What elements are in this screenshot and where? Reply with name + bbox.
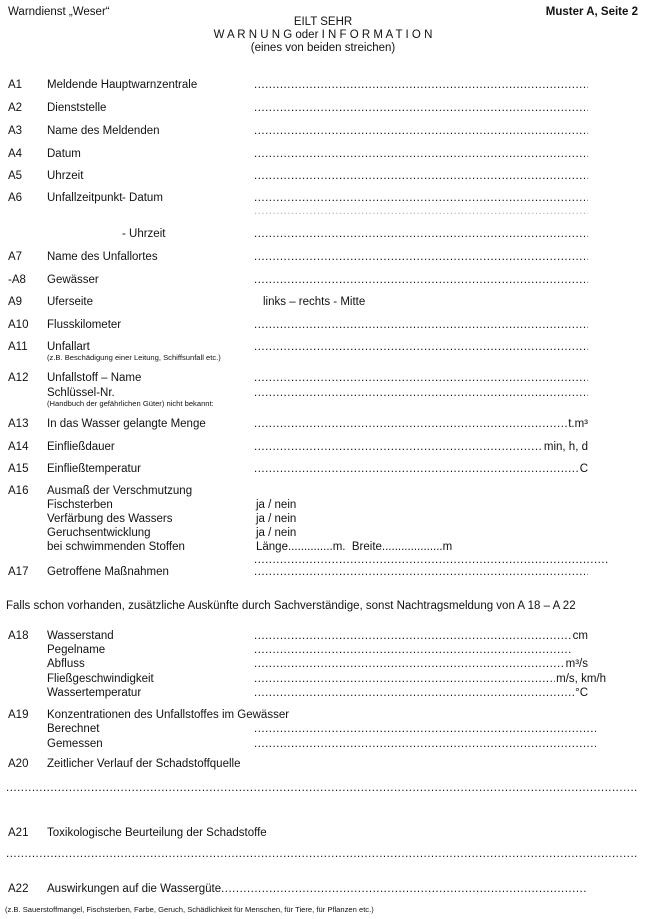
fill-in-line bbox=[254, 340, 588, 354]
row-code: A13 bbox=[8, 418, 29, 430]
row-code: A5 bbox=[8, 170, 23, 182]
form-row-a2 bbox=[0, 101, 646, 115]
row-code: A12 bbox=[8, 372, 29, 384]
row-label: Schlüssel-Nr. bbox=[47, 387, 115, 399]
form-row-a5 bbox=[0, 169, 646, 183]
row-code: A15 bbox=[8, 463, 29, 475]
form-row-a20-write-line bbox=[0, 781, 646, 795]
fill-in-line bbox=[6, 847, 638, 861]
fill-in-line bbox=[254, 686, 574, 700]
form-row-a1 bbox=[0, 78, 646, 92]
row-sublabel: - Datum bbox=[122, 192, 163, 204]
title-urgency: EILT SEHR bbox=[293, 16, 353, 28]
row-code: A22 bbox=[8, 883, 29, 895]
row-label: Dienststelle bbox=[47, 102, 107, 114]
row-label: Fischsterben bbox=[47, 499, 113, 511]
row-code: A9 bbox=[8, 296, 23, 308]
row-code: A16 bbox=[8, 485, 29, 497]
fill-in-line bbox=[254, 565, 588, 579]
form-row-a9 bbox=[0, 295, 646, 309]
row-label: Unfallstoff – Name bbox=[47, 372, 142, 384]
unit-label: m³/s bbox=[565, 658, 588, 670]
fill-in-line bbox=[254, 250, 588, 264]
form-row-a16 bbox=[0, 484, 646, 498]
fill-in-line bbox=[254, 417, 567, 431]
fill-in-line bbox=[254, 101, 588, 115]
field-value: Länge..............m. Breite...................m bbox=[256, 541, 453, 553]
row-label: Datum bbox=[47, 148, 81, 160]
field-value: links – rechts - Mitte bbox=[263, 296, 366, 308]
section-note: Falls schon vorhanden, zusätzliche Auskünfte durch Sachverständige, sonst Nachtragsmeldung von A 18 – A 22 bbox=[6, 600, 576, 612]
form-row-a10 bbox=[0, 318, 646, 332]
unit-label: m/s, km/h bbox=[556, 673, 606, 685]
row-code: A11 bbox=[8, 341, 28, 353]
form-row-a16-schwimmende-stoffe bbox=[0, 540, 646, 554]
row-code: A10 bbox=[8, 319, 29, 331]
row-hint: (z.B. Beschädigung einer Leitung, Schiffsunfall etc.) bbox=[47, 353, 221, 362]
row-label: Gemessen bbox=[47, 738, 103, 750]
unit-label: C bbox=[579, 463, 588, 475]
row-code: A3 bbox=[8, 125, 23, 137]
fill-in-line bbox=[254, 318, 588, 332]
form-row-a19-gemessen bbox=[0, 737, 646, 751]
page-footnote: (z.B. Sauerstoffmangel, Fischsterben, Farbe, Geruch, Schädlichkeit für Menschen, für Tiere, für Pflanzen etc.) bbox=[5, 905, 374, 914]
form-row-a16-geruch bbox=[0, 526, 646, 540]
fill-in-line bbox=[254, 273, 588, 287]
form-row-a7 bbox=[0, 250, 646, 264]
row-code: A7 bbox=[8, 251, 23, 263]
field-value: ja / nein bbox=[256, 527, 297, 539]
fill-in-line bbox=[254, 124, 588, 138]
fill-in-line bbox=[254, 737, 596, 751]
fill-in-line bbox=[254, 147, 588, 161]
row-sublabel: - Uhrzeit bbox=[122, 228, 166, 240]
unit-label: °C bbox=[575, 687, 588, 699]
form-row-a12-name bbox=[0, 371, 646, 385]
row-label: Unfallart bbox=[47, 341, 90, 353]
form-row-a21-write-line bbox=[0, 847, 646, 861]
fill-in-line bbox=[221, 882, 588, 896]
fill-in-line bbox=[254, 191, 588, 205]
fill-in-line bbox=[254, 78, 588, 92]
form-row-a18-fliessgeschwindigkeit bbox=[0, 672, 646, 686]
form-row-a12-schluessel bbox=[0, 386, 646, 400]
document-source: Warndienst „Weser“ bbox=[8, 6, 110, 18]
form-row-a18-wasserstand bbox=[0, 629, 646, 643]
row-code: A20 bbox=[8, 758, 29, 770]
row-label: Name des Meldenden bbox=[47, 125, 160, 137]
row-label: bei schwimmenden Stoffen bbox=[47, 541, 185, 553]
form-row-a6-uhrzeit bbox=[0, 227, 646, 241]
row-label: In das Wasser gelangte Menge bbox=[47, 418, 206, 430]
row-label: Name des Unfallortes bbox=[47, 251, 158, 263]
form-row-a15 bbox=[0, 462, 646, 476]
row-code: A4 bbox=[8, 148, 23, 160]
row-label: Wasserstand bbox=[47, 630, 114, 642]
row-label: Einfließdauer bbox=[47, 441, 115, 453]
row-label: Geruchsentwicklung bbox=[47, 527, 151, 539]
row-code: A2 bbox=[8, 102, 23, 114]
row-label: Uferseite bbox=[47, 296, 94, 308]
fill-in-line bbox=[254, 629, 572, 643]
row-label: Meldende Hauptwarnzentrale bbox=[47, 79, 198, 91]
document-reference: Muster A, Seite 2 bbox=[545, 6, 638, 18]
fill-in-line bbox=[254, 440, 543, 454]
row-label: Uhrzeit bbox=[47, 170, 84, 182]
row-label: Toxikologische Beurteilung der Schadstoffe bbox=[47, 827, 267, 839]
fill-in-line bbox=[254, 462, 579, 476]
fill-in-line bbox=[6, 781, 638, 795]
field-value: ja / nein bbox=[256, 513, 297, 525]
form-row-a8 bbox=[0, 273, 646, 287]
row-code: A17 bbox=[8, 566, 29, 578]
form-row-a16-verfaerbung bbox=[0, 512, 646, 526]
form-row-a19-berechnet bbox=[0, 722, 646, 736]
fill-in-line bbox=[254, 722, 596, 736]
form-row-a4 bbox=[0, 147, 646, 161]
row-label: Fließgeschwindigkeit bbox=[47, 673, 154, 685]
row-label: Zeitlicher Verlauf der Schadstoffquelle bbox=[47, 758, 241, 770]
form-row-a13 bbox=[0, 417, 646, 431]
fill-in-line bbox=[254, 672, 555, 686]
field-value: ja / nein bbox=[256, 499, 297, 511]
form-row-a19 bbox=[0, 708, 646, 722]
row-code: A1 bbox=[8, 79, 23, 91]
row-code: A21 bbox=[8, 827, 29, 839]
row-label: Pegelname bbox=[47, 644, 106, 656]
form-row-a17 bbox=[0, 565, 646, 579]
row-label: Flusskilometer bbox=[47, 319, 122, 331]
form-row-a3 bbox=[0, 124, 646, 138]
form-row-a18-wassertemperatur bbox=[0, 686, 646, 700]
row-code: -A8 bbox=[8, 274, 26, 286]
form-row-a6-datum bbox=[0, 191, 646, 205]
unit-label: min, h, d bbox=[543, 441, 588, 453]
row-label: Auswirkungen auf die Wassergüte bbox=[47, 883, 222, 895]
row-label: Verfärbung des Wassers bbox=[47, 513, 173, 525]
fill-in-line bbox=[254, 657, 565, 671]
fill-in-line bbox=[254, 169, 588, 183]
form-row-a20 bbox=[0, 757, 646, 771]
form-row-a21 bbox=[0, 826, 646, 840]
fill-in-line bbox=[254, 227, 588, 241]
form-row-a18-pegelname bbox=[0, 643, 646, 657]
row-label: Abfluss bbox=[47, 658, 85, 670]
fill-in-line bbox=[254, 643, 571, 657]
row-code: A19 bbox=[8, 709, 29, 721]
row-code: A6 bbox=[8, 192, 23, 204]
row-label: Ausmaß der Verschmutzung bbox=[47, 485, 193, 497]
fill-in-line bbox=[254, 386, 588, 400]
form-row-a6-extra-line bbox=[0, 204, 646, 218]
row-label: Wassertemperatur bbox=[47, 687, 142, 699]
row-label: Unfallzeitpunkt bbox=[47, 192, 123, 204]
fill-in-line bbox=[254, 371, 588, 385]
fill-in-line bbox=[254, 204, 588, 218]
row-hint: (Handbuch der gefährlichen Güter) nicht bekannt: bbox=[47, 399, 214, 408]
row-label: Gewässer bbox=[47, 274, 99, 286]
form-row-a11 bbox=[0, 340, 646, 354]
row-label: Getroffene Maßnahmen bbox=[47, 566, 169, 578]
row-label: Berechnet bbox=[47, 723, 100, 735]
row-code: A18 bbox=[8, 630, 29, 642]
title-instruction: (eines von beiden streichen) bbox=[250, 42, 396, 54]
form-row-a14 bbox=[0, 440, 646, 454]
row-code: A14 bbox=[8, 441, 29, 453]
title-main: W A R N U N G oder I N F O R M A T I O N bbox=[213, 29, 433, 41]
unit-label: t.m³ bbox=[568, 418, 588, 430]
form-row-a22 bbox=[0, 882, 646, 896]
unit-label: cm bbox=[572, 630, 588, 642]
row-label: Konzentrationen des Unfallstoffes im Gewässer bbox=[47, 709, 290, 721]
form-row-a18-abfluss bbox=[0, 657, 646, 671]
form-row-a16-fischsterben bbox=[0, 498, 646, 512]
row-label: Einfließtemperatur bbox=[47, 463, 141, 475]
